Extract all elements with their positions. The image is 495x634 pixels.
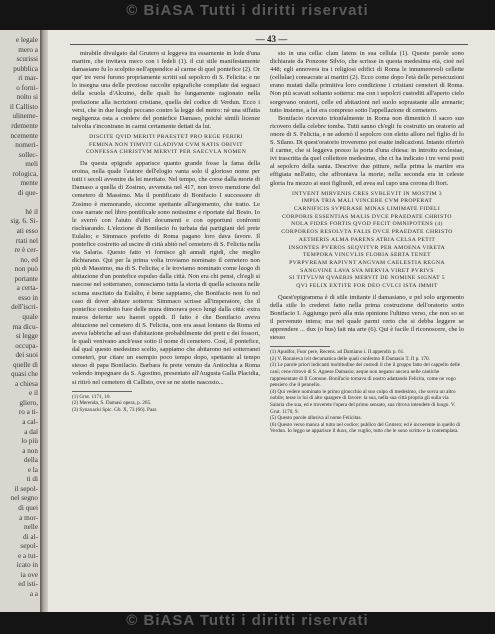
footnote: (3) Le parole priori indicanti moltitudine dei custodi il che il gruppo fatto del cappello delle cani; cene ritrovò di S. Agnese Damasio; aeque non negatur ancora nelle cantiche rappresentate di Il Comune. Bonifacio tornava di nostro adattando Felicita, come ne vogo pensiero che il pennello. [270,362,461,389]
left-page-fragment: o forni- [16,83,38,92]
inscription-line: SI TITVLVM QVAERIS MERVIT DE NOMINE SIGNAT 5 [288,275,446,282]
footnote: (3) Synaxachi Spic. Gb. X, 73 (66). Paar. [72,406,158,413]
left-page-fragment: rdemente [11,121,38,130]
inscription-line: CONFESSA CHRISTVM MERVIT PER SAECVLA NOMEN [85,149,247,156]
footnote: (1) Grut. 1171, 10. [72,393,111,400]
left-page-fragment: rtati nel [15,236,38,245]
left-page-fragment: meli [25,160,38,169]
watermark-top: © BiASA Tutti i diritti riservati [126,2,369,19]
left-page-fragment: hè il [25,207,38,216]
left-page-fragment: a dal [24,427,38,436]
left-page-fragment: pubblica [13,64,38,73]
header-rule [70,44,468,45]
left-page-fragment: di que- [17,188,38,197]
left-page-fragment: rologica, [12,169,38,178]
left-page-fragment: icato in [16,561,38,570]
right-paragraph-3: Quest'epigramma è di stile imitante il damasiano, e pel solo argomento della stile lo crederei fatto nella prima costruzione dell'oratorio sotto Bonifacio I. Aggiungo però alla mia opinione l'ultimo verso, che non so se il pervenuto intera; ma nel quale parmi certo che si debba leggere se apprendere ... dux (o bus) fait nta arte (6). Qui è facile il riconoscere, che lo stesso [270,293,464,342]
left-page-fragment: ulineme- [12,112,38,121]
inscription-line: IMPIA TRIA MALI VINCERE CVM PROPERAT [301,198,433,205]
left-page-fragment: e legale [15,36,38,44]
left-page-fragment: ncemente [10,131,38,140]
left-page-fragment: nomeri- [15,141,38,150]
left-page-fragment: nelle [24,523,38,532]
footnote: (2) V. Ronnieva ivit decumatica delle quali confermo Il Damasio T. II p. 170. [270,355,430,362]
left-page-fragment: sig. 6. Si- [10,217,38,226]
left-page-fragment: dei suoi [15,351,38,360]
left-page-fragment: ia ove [20,570,38,579]
right-page [48,30,495,612]
page-number: — 43 — [255,34,288,44]
left-page-fragment: il Callisto [9,102,38,111]
inscription-line: AETHERIS ALMA PARENS ATRIA CELSA PETIT [298,236,436,243]
left-page-fragment: e la [27,465,38,474]
left-page-fragment: a non [22,446,38,455]
right-inscription [270,191,464,291]
left-inscription [72,134,260,157]
left-page-fragment: a certa- [16,284,38,293]
left-page-fragment: mero a [18,45,38,54]
left-page-fragment: ro a ti- [18,408,38,417]
left-page-fragment: no, ed [20,255,38,264]
left-page-fragment: quelle di [13,360,38,369]
inscription-line: QVI FELIX EXTITE FOR DEO CVLCI ISTA IMMIT [296,283,438,290]
left-page-fragment: nolto si [16,93,38,102]
inscription-line: CORPORIS ESSENTIAS MALIS DVCE PRAEDATE CHRISTO [282,213,452,220]
inscription-line: PVRPVREAM RAPIVNT ANGVAM CAELESTIA REGNA [289,259,445,266]
left-page-fragment: a mor- [19,513,38,522]
left-page-fragment: di al- [23,532,38,541]
left-page-fragment: non può [14,265,38,274]
inscription-line: CARNIFICIS SVPERASE MINAS LIMIMATE FIDELI [293,206,441,212]
left-page-fragment: e a tut- [18,551,38,560]
left-page-fragment: nel segno [10,494,38,503]
footnote: (2) Merenda, S. Damasi opera, p. 265. [72,400,152,407]
left-page-fragment: e il [29,389,38,398]
inscription-line: DISCITE QVID MERITI PRAESTET PRO REGE FERIRI [89,133,243,140]
left-page-fragment: lo più [21,437,38,446]
left-page-fragment: occupa- [15,341,38,350]
inscription-line: TEMPORA VINCVLIS FLORIA SERTA TENET [302,252,431,259]
left-page-edge [0,30,40,612]
left-page-fragment: si legge [15,332,38,341]
footnote-rule [72,391,132,392]
left-page-fragment: gliero, [19,398,38,407]
left-page-fragment: di quei [18,503,38,512]
left-page-fragment: a cal- [22,418,38,426]
left-page-fragment: sepol- [20,542,38,551]
left-page-fragment: re è cer- [14,246,38,255]
left-page-fragment: il sepol- [14,484,38,493]
footnote-rule [270,346,330,347]
inscription-line: INTVENT MIRVENIS CRES SVBLEVIT IN MOSTIM 3 [291,190,443,197]
inscription-line: CORPOREOS RESOLVTA FALIS DVCE PRAEDATE CHRISTO [281,229,453,236]
left-page-fragment: sollec- [18,150,38,159]
footnote: (6) Questo verso manca al tutto nel codice; publico del Grutero; ed è incoerente in quello di Verdun. Io leggo se apparisce il duxs, che vuglio, tutto che le sono scritto e la contemplata. [270,421,461,435]
book-gutter [40,30,48,612]
footnote: (5) Questo parole allusiva al nome Felicitas. [270,415,362,422]
inscription-line: INSONTES PVEROS SEQVITVR PER AMOENA VIRETA [288,244,446,251]
left-page-fragment: quasi che [11,370,38,379]
inscription-line: FEMINA NON TIMVIT GLADIVM CVM NATIS OBIVIT [88,141,244,148]
right-column [270,50,464,435]
inscription-line: SANGVINE LAVA SVA MERVIA VIRET PVRIVS [300,267,434,274]
left-page-fragment: esso in [18,293,38,302]
left-paragraph-1: mirabile divulgato dal Grutero si leggeva tra essamente in lode d'una martire, che invitava meco con i fedeli (1). il cui stile manifestamente damasiano fu lo scolpito nell'appendice al carme di quel pontefice (2). Or que' tre versi furono propriamente scritti sul sepolcro di S. Felicita: e ne lo insegna una delle preziose raccolte epigrafiche compilate dai seguaci della scuola d'Alcuino, delle quali ho lungamente ragionato nella prefazione alla iscrizioni cristiane, quella del codice di Verdun. Ecco i versi, che in due luoghi peccano contro la legge del metro: nè una siffatta negligenza osta a credere del pontefice Damaso, poichè simili licenze talvolta s'incontrano in carmi certamente dettati da lui. [72,50,260,130]
inscription-line: NOLA FIDES FORTIS QVOD FECIT OMNIPOTENS (4) [291,221,443,228]
footnote: (4) Qui vedere nominato le primo ginocchio al suo colpo di medesimo, che sovra un altro nobile; tesse in lui di alto spargere di favore: la sua, nella sua città propria gli sulla via Salaria che sua, ed e troverete l'opera del primo sensato, sua ritrova intendete di luogo. V. Grut. 1170, 9. [270,388,456,415]
left-page-fragment: ati esso [16,227,38,235]
left-paragraph-2: Da questa epigrafe apparisce quanto grande fosse la fama della eroina, nella quale l'autore dell'elogio vanta solo il glorioso nome per tutti i secoli avvenire da lei meritato. Nel tempo, che corse dalla morte di Damaso a quella di Zosimo, avvenuta nel 417, non trovo menzione del cemetero di Massimo. Ma il pontificato di Bonifacio I successore di Zosimo è memorando, siccome spettante all'argomento, che tratto. Le cose narrate nel libro pontificale sono notissime e riportate dal Bosio. Io le sverrò con l'aiuto d'altri documenti e con opportuni confronti rischiarando. L'elezione di Bonifacio fu turbata dai partigiani del prete Eulalio; e Simmaco prefetto di Roma pagano loro dava favore. Il pontefice costretto ad uscire di città abitò nel cemetero di S. Felicita nella via Salaria. Questo fatto vi fornisce gli annali rigidi, che meglio dichiarano. Qui per la prima volta troviamo nominato il cemetero non più di Massimo, ma di S. Felicita; e le troviamo nominato come luogo di abitazione d'un pontefice espulso dalla città. Non era chi pensi, ch'egli si nascose nel sotterraneo, conosciamo tutta la storia di quella scissura nelle scisma suscitato da Eulalio, è bene sappiamo, che Bonifacio non fu nel caso di dover abitare sotterra: Simmaco scrisse all'imperatore, che il pontefice condotto fuor delle mura dimorava poco lungi dalla città: extra muros defertur seu haeret oppidi. Il fatto è che Bonifacio aveva abitazione nel cemetero di S. Felicita, non era assai lontano da Roma ed aveva fabbriche ad uso d'abitazione probabilmente dei preti e dei fossori, le quali venivano anch'esse sotto il nome di cemetero. Così, il pontefice, dal qual questo medesimo scelto, sappiamo che abitarono nei sotterranei cemeteri, pur citare un esempio poco tempo dopo, spettante al tempo stesso di papa Bonifacio. Barbara fu prete venuto da Antiochia a Roma volendo impegnare da S. Agostino, presentato all'Augusta Galla Placidia, si ritirò nel cemetero di Callisto, ove se ne stette nascosto... [72,160,260,386]
left-page-fragment: portante [14,274,38,283]
left-page-fragment: ti di [26,475,38,484]
left-page-fragment: quale [22,312,38,321]
left-page-fragment: ma dicu- [12,322,38,331]
left-page-fragment: dell'iscri- [11,303,38,312]
right-paragraph-1: sto in una cella: clam latens in sua cellula (1). Queste parole sono dichiarate da Ponzone Silvio, che scrisse in questa medesima età, cioè nel 448; egli annovera tra i religiosi edifici di Roma le innumerevoli cellette (cellulae) consacrate ai martiri (2). Ecco come dopo l'età delle persecuzioni erano mutati dalla primitiva loro condizione i cristiani cemeteri di Roma. Non più scavati soltanto sotterra: ma con i sepolcri custoditi all'aperto cielo sorgevano oratorii, celle ed abitazioni nel suolo soprastante alle arenarie; tutto insieme, a lui era compreso sotto l'appellazione di cemetero. [270,50,464,114]
left-page-fragment: a a [29,589,38,598]
left-page-fragment: scurissi [16,55,38,64]
left-column [72,50,260,413]
left-page-fragment: a chiesa [15,379,38,388]
watermark-bottom: © BiASA Tutti i diritti riservati [126,612,369,629]
left-page-fragment: della [24,456,38,465]
right-paragraph-2: Bonifacio ricevuto trionfalmente in Roma non dimenticò il sacro suo ricovero della celebre tomba. Tutti sanno ch'egli fu costruito un oratorio ad onore di S. Felicita, e ne adornò il sepolcro con eletto alloro nel figlio di lo S. Silano. Di quest'oratorio troveremo poi esatte indicazioni. Intanto riferirò il carme, che si leggeva presso la porta d'una chiesa: in introitu ecclesiae, ivi trascritta da quel collettore medesimo, che ci ha indicato i tre versi posti al sepolcro della santa. Descrive due pitture, nella prima la martire era effigiata nell'atto, che affrontava la morte; nella seconda era in celeste gloria fra mezzo ai suoi figliuoli, ed avea sul capo una corona di fiori. [270,114,464,187]
left-page-fragment: mente [20,179,38,188]
left-page-fragment: ri mar- [18,74,38,83]
left-page-fragment: ed isti- [18,580,38,589]
footnote: (1) Apudfor, Fuor pere, Recens. ad Damiano i. II appendix p. 61. [270,349,405,356]
